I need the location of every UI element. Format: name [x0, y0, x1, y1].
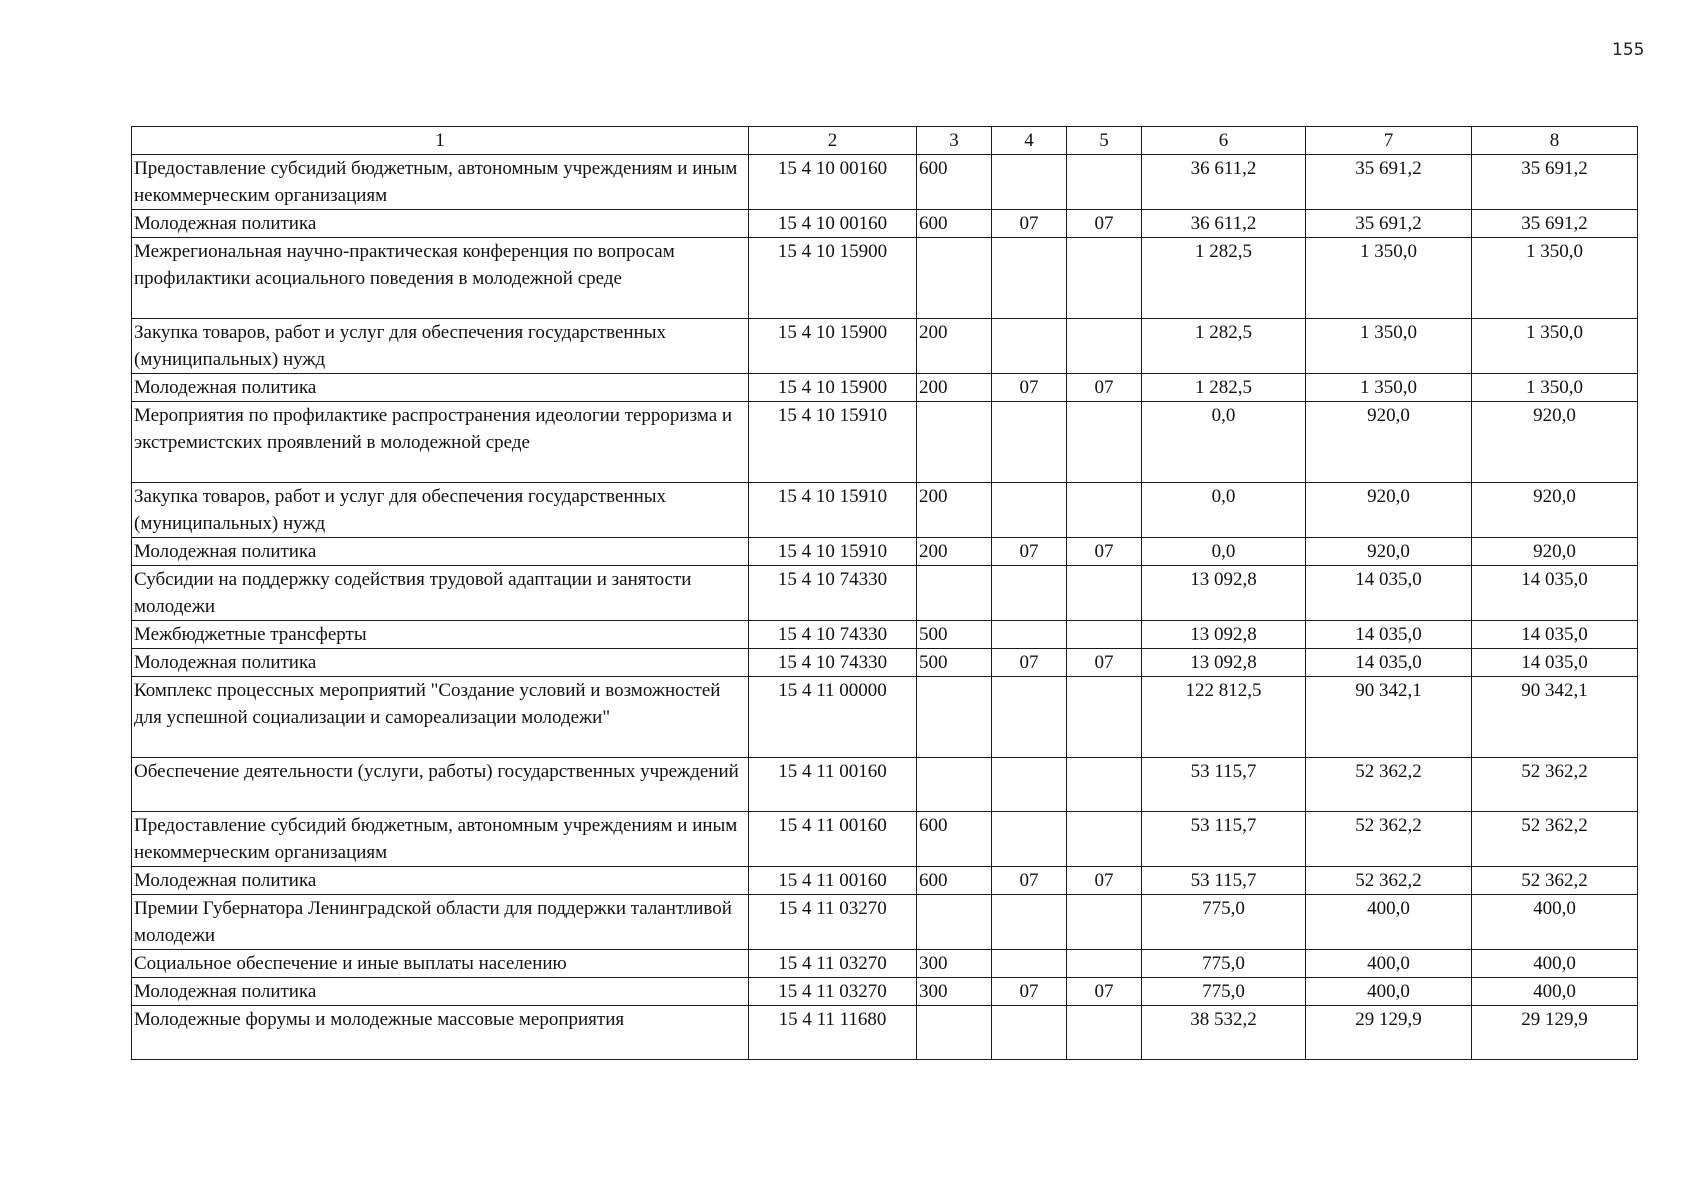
row-value-col7: 1 350,0: [1306, 374, 1472, 402]
row-name: Мероприятия по профилактике распространения идеологии терроризма и экстремистских проявлений в молодежной среде: [132, 402, 749, 483]
row-value-col8: 1 350,0: [1472, 374, 1638, 402]
row-value-col8: 14 035,0: [1472, 621, 1638, 649]
row-name: Комплекс процессных мероприятий "Создание условий и возможностей для успешной социализации и самореализации молодежи": [132, 677, 749, 758]
row-expense-type: 200: [917, 319, 992, 374]
row-value-col6: 13 092,8: [1142, 566, 1306, 621]
row-expense-type: 500: [917, 621, 992, 649]
row-section: [992, 677, 1067, 758]
row-value-col8: 1 350,0: [1472, 319, 1638, 374]
row-section: 07: [992, 538, 1067, 566]
row-code: 15 4 10 00160: [749, 155, 917, 210]
budget-table: [131, 126, 1638, 1060]
row-subsection: [1067, 758, 1142, 812]
table-row: [132, 210, 1638, 238]
row-expense-type: 600: [917, 155, 992, 210]
row-subsection: [1067, 950, 1142, 978]
column-header-7: 7: [1306, 127, 1472, 155]
row-value-col8: 35 691,2: [1472, 210, 1638, 238]
row-value-col7: 400,0: [1306, 978, 1472, 1006]
row-value-col7: 920,0: [1306, 538, 1472, 566]
row-value-col7: 14 035,0: [1306, 566, 1472, 621]
row-value-col6: 0,0: [1142, 538, 1306, 566]
column-header-3: 3: [917, 127, 992, 155]
row-value-col6: 13 092,8: [1142, 649, 1306, 677]
table-header-row: [132, 127, 1638, 155]
row-value-col6: 0,0: [1142, 483, 1306, 538]
row-section: [992, 319, 1067, 374]
row-name: Молодежная политика: [132, 649, 749, 677]
row-code: 15 4 10 15910: [749, 402, 917, 483]
row-value-col8: 920,0: [1472, 402, 1638, 483]
table-row: [132, 538, 1638, 566]
column-header-1: 1: [132, 127, 749, 155]
row-name: Премии Губернатора Ленинградской области для поддержки талантливой молодежи: [132, 895, 749, 950]
row-code: 15 4 10 15910: [749, 483, 917, 538]
row-section: 07: [992, 978, 1067, 1006]
table-row: [132, 677, 1638, 758]
table-row: [132, 483, 1638, 538]
row-value-col7: 14 035,0: [1306, 621, 1472, 649]
row-value-col7: 29 129,9: [1306, 1006, 1472, 1060]
row-code: 15 4 10 74330: [749, 621, 917, 649]
row-value-col7: 920,0: [1306, 483, 1472, 538]
row-value-col7: 52 362,2: [1306, 867, 1472, 895]
row-subsection: [1067, 895, 1142, 950]
row-value-col8: 400,0: [1472, 895, 1638, 950]
row-value-col8: 920,0: [1472, 483, 1638, 538]
table-row: [132, 895, 1638, 950]
row-name: Молодежная политика: [132, 538, 749, 566]
row-value-col8: 400,0: [1472, 950, 1638, 978]
row-section: [992, 238, 1067, 319]
row-expense-type: [917, 1006, 992, 1060]
row-value-col6: 38 532,2: [1142, 1006, 1306, 1060]
row-value-col6: 775,0: [1142, 978, 1306, 1006]
row-expense-type: 500: [917, 649, 992, 677]
row-expense-type: 200: [917, 374, 992, 402]
row-section: [992, 758, 1067, 812]
table-row: [132, 758, 1638, 812]
row-value-col7: 52 362,2: [1306, 812, 1472, 867]
row-code: 15 4 11 03270: [749, 950, 917, 978]
table-row: [132, 402, 1638, 483]
row-subsection: [1067, 812, 1142, 867]
row-code: 15 4 10 00160: [749, 210, 917, 238]
row-code: 15 4 11 00160: [749, 758, 917, 812]
table-row: [132, 621, 1638, 649]
row-expense-type: 300: [917, 978, 992, 1006]
row-name: Закупка товаров, работ и услуг для обеспечения государственных (муниципальных) нужд: [132, 483, 749, 538]
row-subsection: [1067, 155, 1142, 210]
row-code: 15 4 11 00160: [749, 867, 917, 895]
row-section: [992, 621, 1067, 649]
table-row: [132, 978, 1638, 1006]
row-value-col6: 53 115,7: [1142, 867, 1306, 895]
row-expense-type: 600: [917, 812, 992, 867]
row-value-col6: 122 812,5: [1142, 677, 1306, 758]
row-code: 15 4 10 15900: [749, 238, 917, 319]
row-code: 15 4 10 15910: [749, 538, 917, 566]
row-expense-type: [917, 895, 992, 950]
row-expense-type: 600: [917, 867, 992, 895]
row-value-col6: 1 282,5: [1142, 374, 1306, 402]
row-code: 15 4 11 00160: [749, 812, 917, 867]
row-expense-type: [917, 238, 992, 319]
row-subsection: [1067, 621, 1142, 649]
row-name: Закупка товаров, работ и услуг для обеспечения государственных (муниципальных) нужд: [132, 319, 749, 374]
row-name: Обеспечение деятельности (услуги, работы) государственных учреждений: [132, 758, 749, 812]
row-name: Молодежная политика: [132, 978, 749, 1006]
row-subsection: [1067, 402, 1142, 483]
row-name: Молодежные форумы и молодежные массовые мероприятия: [132, 1006, 749, 1060]
row-value-col7: 35 691,2: [1306, 210, 1472, 238]
row-value-col7: 90 342,1: [1306, 677, 1472, 758]
column-header-4: 4: [992, 127, 1067, 155]
row-value-col8: 1 350,0: [1472, 238, 1638, 319]
row-name: Субсидии на поддержку содействия трудовой адаптации и занятости молодежи: [132, 566, 749, 621]
row-name: Предоставление субсидий бюджетным, автономным учреждениям и иным некоммерческим организациям: [132, 812, 749, 867]
table-row: [132, 238, 1638, 319]
row-code: 15 4 11 03270: [749, 978, 917, 1006]
row-value-col8: 90 342,1: [1472, 677, 1638, 758]
row-expense-type: 600: [917, 210, 992, 238]
row-code: 15 4 11 11680: [749, 1006, 917, 1060]
table-row: [132, 649, 1638, 677]
column-header-2: 2: [749, 127, 917, 155]
table-row: [132, 1006, 1638, 1060]
page-number: 155: [1612, 40, 1645, 60]
table-row: [132, 566, 1638, 621]
table-row: [132, 950, 1638, 978]
row-value-col7: 400,0: [1306, 895, 1472, 950]
row-value-col7: 1 350,0: [1306, 238, 1472, 319]
row-value-col6: 36 611,2: [1142, 210, 1306, 238]
row-section: [992, 155, 1067, 210]
table-row: [132, 374, 1638, 402]
row-value-col8: 35 691,2: [1472, 155, 1638, 210]
row-section: [992, 895, 1067, 950]
row-subsection: 07: [1067, 538, 1142, 566]
row-value-col7: 1 350,0: [1306, 319, 1472, 374]
row-code: 15 4 10 74330: [749, 649, 917, 677]
row-value-col6: 0,0: [1142, 402, 1306, 483]
row-expense-type: [917, 677, 992, 758]
column-header-8: 8: [1472, 127, 1638, 155]
row-section: [992, 483, 1067, 538]
table-row: [132, 155, 1638, 210]
row-value-col8: 14 035,0: [1472, 566, 1638, 621]
row-expense-type: [917, 566, 992, 621]
row-value-col7: 920,0: [1306, 402, 1472, 483]
row-value-col8: 14 035,0: [1472, 649, 1638, 677]
row-subsection: 07: [1067, 210, 1142, 238]
table-row: [132, 319, 1638, 374]
row-value-col8: 920,0: [1472, 538, 1638, 566]
table-body: [132, 155, 1638, 1060]
row-value-col6: 775,0: [1142, 895, 1306, 950]
table-row: [132, 867, 1638, 895]
row-section: [992, 812, 1067, 867]
row-section: [992, 402, 1067, 483]
row-expense-type: [917, 758, 992, 812]
row-subsection: 07: [1067, 374, 1142, 402]
row-name: Межрегиональная научно-практическая конференция по вопросам профилактики асоциального поведения в молодежной среде: [132, 238, 749, 319]
row-value-col6: 53 115,7: [1142, 758, 1306, 812]
row-subsection: [1067, 677, 1142, 758]
row-code: 15 4 10 15900: [749, 319, 917, 374]
row-subsection: 07: [1067, 978, 1142, 1006]
row-value-col6: 36 611,2: [1142, 155, 1306, 210]
row-value-col8: 29 129,9: [1472, 1006, 1638, 1060]
row-section: 07: [992, 210, 1067, 238]
row-name: Предоставление субсидий бюджетным, автономным учреждениям и иным некоммерческим организациям: [132, 155, 749, 210]
row-expense-type: 200: [917, 538, 992, 566]
row-expense-type: 200: [917, 483, 992, 538]
table-row: [132, 812, 1638, 867]
row-code: 15 4 10 74330: [749, 566, 917, 621]
row-value-col6: 1 282,5: [1142, 319, 1306, 374]
row-section: 07: [992, 867, 1067, 895]
row-section: 07: [992, 649, 1067, 677]
row-section: [992, 566, 1067, 621]
row-value-col8: 52 362,2: [1472, 867, 1638, 895]
row-expense-type: [917, 402, 992, 483]
row-name: Молодежная политика: [132, 867, 749, 895]
row-name: Молодежная политика: [132, 374, 749, 402]
row-value-col6: 1 282,5: [1142, 238, 1306, 319]
row-expense-type: 300: [917, 950, 992, 978]
row-value-col7: 400,0: [1306, 950, 1472, 978]
row-value-col6: 775,0: [1142, 950, 1306, 978]
row-code: 15 4 11 03270: [749, 895, 917, 950]
row-subsection: 07: [1067, 649, 1142, 677]
row-section: [992, 950, 1067, 978]
row-subsection: [1067, 1006, 1142, 1060]
row-subsection: [1067, 238, 1142, 319]
row-subsection: [1067, 319, 1142, 374]
row-value-col7: 35 691,2: [1306, 155, 1472, 210]
row-section: [992, 1006, 1067, 1060]
row-value-col8: 400,0: [1472, 978, 1638, 1006]
column-header-6: 6: [1142, 127, 1306, 155]
row-subsection: 07: [1067, 867, 1142, 895]
row-value-col8: 52 362,2: [1472, 812, 1638, 867]
row-name: Социальное обеспечение и иные выплаты населению: [132, 950, 749, 978]
row-name: Молодежная политика: [132, 210, 749, 238]
row-subsection: [1067, 483, 1142, 538]
row-value-col8: 52 362,2: [1472, 758, 1638, 812]
row-code: 15 4 10 15900: [749, 374, 917, 402]
row-subsection: [1067, 566, 1142, 621]
row-value-col7: 14 035,0: [1306, 649, 1472, 677]
row-name: Межбюджетные трансферты: [132, 621, 749, 649]
row-section: 07: [992, 374, 1067, 402]
column-header-5: 5: [1067, 127, 1142, 155]
row-value-col7: 52 362,2: [1306, 758, 1472, 812]
row-code: 15 4 11 00000: [749, 677, 917, 758]
row-value-col6: 53 115,7: [1142, 812, 1306, 867]
row-value-col6: 13 092,8: [1142, 621, 1306, 649]
